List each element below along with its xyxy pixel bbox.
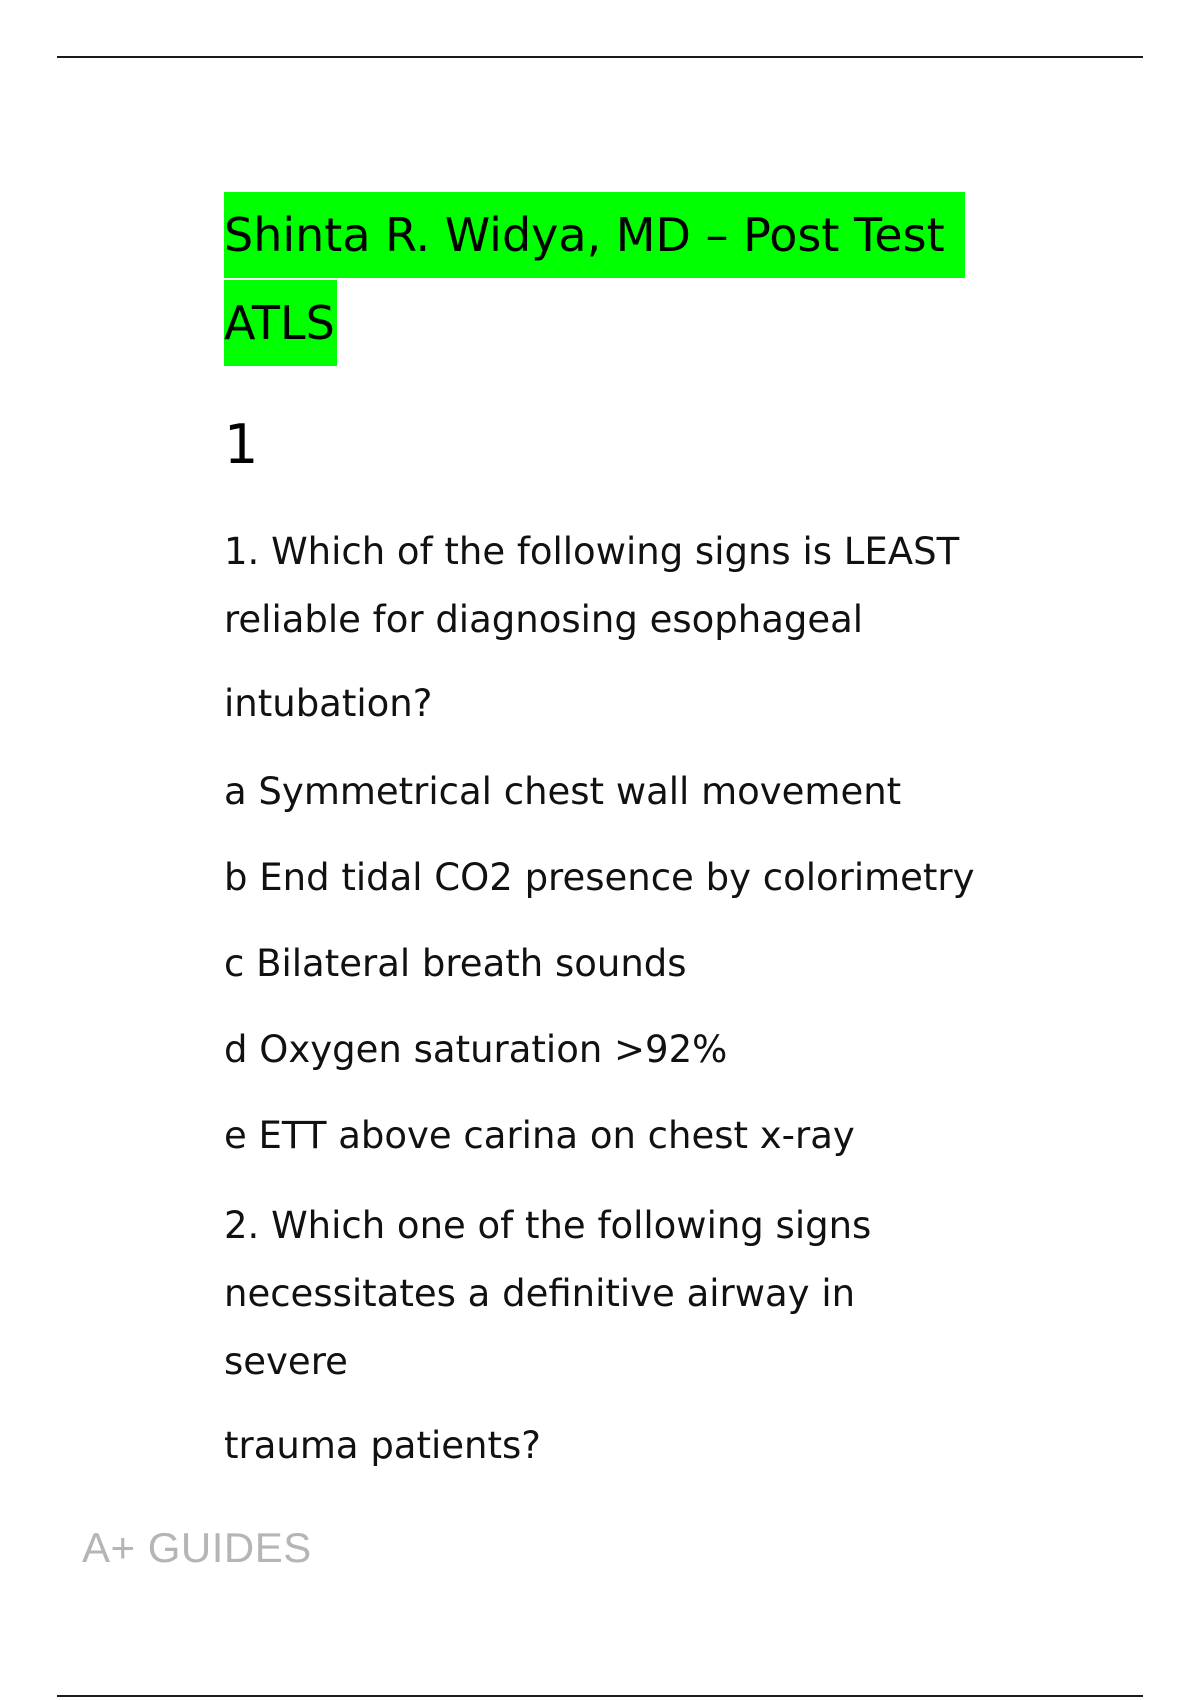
title-line-2: ATLS [224, 280, 337, 366]
question-1-option-c: c Bilateral breath sounds [224, 942, 687, 985]
question-1-stem: 1. Which of the following signs is LEAST reliable for diagnosing esophageal [224, 530, 960, 641]
watermark: A+ GUIDES [82, 1524, 312, 1571]
document-body [224, 192, 984, 1480]
question-1-option-e: e ETT above carina on chest x-ray [224, 1114, 855, 1157]
question-1-option-a: a Symmetrical chest wall movement [224, 770, 902, 813]
bottom-divider [57, 1695, 1143, 1697]
question-2 [224, 1192, 984, 1480]
page-number: 1 [224, 413, 259, 476]
document-title [224, 192, 984, 366]
question-2-stem: 2. Which one of the following signs necessitates a definitive airway in severe [224, 1204, 872, 1383]
question-1 [224, 518, 984, 738]
question-1-option-d: d Oxygen saturation >92% [224, 1028, 728, 1071]
question-1-stem-tail: intubation? [224, 682, 433, 725]
question-2-stem-tail: trauma patients? [224, 1424, 541, 1467]
top-divider [57, 56, 1143, 58]
question-1-option-b: b End tidal CO2 presence by colorimetry [224, 856, 975, 899]
title-line-1: Shinta R. Widya, MD – Post Test [224, 192, 965, 278]
